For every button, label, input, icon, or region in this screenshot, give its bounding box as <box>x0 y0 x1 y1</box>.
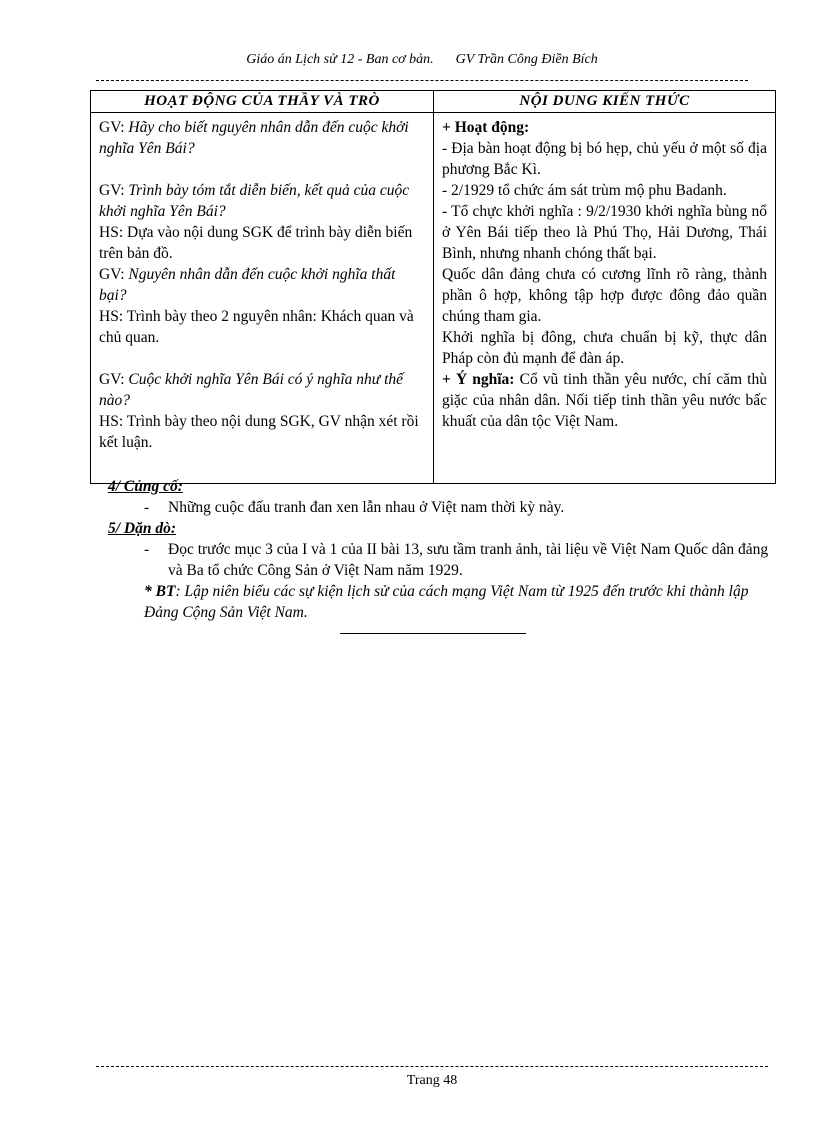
page-header <box>96 52 748 68</box>
meaning-paragraph: + Ý nghĩa: Cổ vũ tinh thần yêu nước, chí căm thù giặc của nhân dân. Nối tiếp tinh thần yêu nước bấc khuất của dân tộc Việt Nam. <box>442 371 767 430</box>
activity-point-2: - 2/1929 tổ chức ám sát trùm mộ phu Badanh. <box>442 182 727 199</box>
student-answer-4: HS: Trình bày theo nội dung SGK, GV nhận xét rồi kết luận. <box>99 413 419 451</box>
failure-cause-1: Quốc dân đảng chưa có cương lĩnh rõ ràng, thành phần ô hợp, không tập hợp được đông đảo quần chúng tham gia. <box>442 266 767 325</box>
col-header-activities: HOẠT ĐỘNG CỦA THẦY VÀ TRÒ <box>91 91 434 113</box>
footer-divider <box>96 1066 768 1067</box>
teacher-question-2: GV: Trình bày tóm tắt diễn biến, kết quả của cuộc khởi nghĩa Yên Bái? <box>99 182 410 220</box>
consolidation-title: 4/ Củng cố: <box>108 478 183 495</box>
homework-title: 5/ Dặn dò: <box>108 520 177 537</box>
student-answer-3: HS: Trình bày theo 2 nguyên nhân: Khách quan và chủ quan. <box>99 308 414 346</box>
teacher-question-4: GV: Cuộc khởi nghĩa Yên Bái có ý nghĩa như thế nào? <box>99 371 404 409</box>
activity-title: + Hoạt động: <box>442 119 530 136</box>
student-answer-2: HS: Dựa vào nội dung SGK để trình bày diễn biến trên bản đồ. <box>99 224 413 262</box>
consolidation-item: - Những cuộc đấu tranh đan xen lẫn nhau ở Việt nam thời kỳ này. <box>144 499 565 516</box>
teacher-question-1: GV: Hãy cho biết nguyên nhân dẫn đến cuộc khởi nghĩa Yên Bái? <box>99 119 409 157</box>
lesson-closing <box>90 476 776 623</box>
col-header-content: NỘI DUNG KIẾN THỨC <box>434 91 776 113</box>
teacher-question-3: GV: Nguyên nhân dẫn đến cuộc khởi nghĩa thất bại? <box>99 266 396 304</box>
activity-point-3: - Tổ chực khởi nghĩa : 9/2/1930 khởi nghĩa bùng nổ ở Yên Bái tiếp theo là Phú Thọ, Hải Dương, Thái Bình, nhưng nhanh chóng thất bại. <box>442 203 767 262</box>
header-teacher: GV Trần Công Điền Bích <box>455 52 598 67</box>
homework-exercise: * BT: Lập niên biểu các sự kiện lịch sử của cách mạng Việt Nam từ 1925 đến trước khi thành lập Đảng Cộng Sản Việt Nam. <box>144 583 749 621</box>
activity-point-1: - Địa bàn hoạt động bị bó hẹp, chủ yếu ở một số địa phương Bắc Kì. <box>442 140 767 178</box>
failure-cause-2: Khởi nghĩa bị đông, chưa chuẩn bị kỹ, thực dân Pháp còn đủ mạnh để đàn áp. <box>442 329 767 367</box>
lesson-table <box>90 90 776 484</box>
header-divider <box>96 80 748 81</box>
end-divider <box>340 633 526 634</box>
homework-item: - Đọc trước mục 3 của I và 1 của II bài 13, sưu tầm tranh ảnh, tài liệu về Việt Nam Quốc dân đảng và Ba tổ chức Công Sản ở Việt Nam năm 1929. <box>144 541 769 579</box>
activities-cell <box>91 113 434 484</box>
content-cell <box>434 113 776 484</box>
page-number: Trang 48 <box>406 1073 458 1088</box>
header-course: Giáo án Lịch sử 12 - Ban cơ bản. <box>246 52 434 67</box>
